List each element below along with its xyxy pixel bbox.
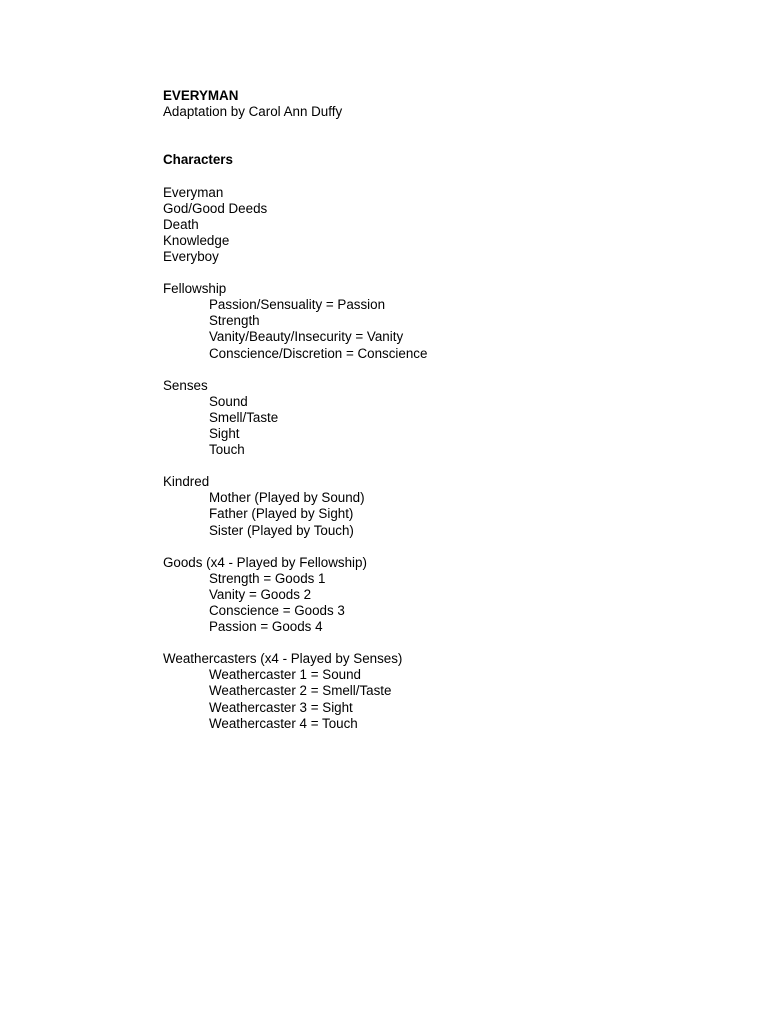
document-body xyxy=(163,88,723,732)
group-member: Father (Played by Sight) xyxy=(209,506,354,522)
group-member: Passion = Goods 4 xyxy=(209,619,323,635)
character-item: Knowledge xyxy=(163,232,230,248)
group-goods xyxy=(163,555,723,635)
spacer xyxy=(163,120,723,152)
group-name: Kindred xyxy=(163,474,210,490)
character-item: Everyman xyxy=(163,184,224,200)
group-name: Weathercasters (x4 - Played by Senses) xyxy=(163,651,403,667)
group-member: Passion/Sensuality = Passion xyxy=(209,297,386,313)
group-member: Weathercaster 2 = Smell/Taste xyxy=(209,683,392,699)
group-name: Senses xyxy=(163,377,208,393)
group-member: Vanity = Goods 2 xyxy=(209,586,312,602)
spacer xyxy=(163,265,723,281)
spacer xyxy=(163,168,723,184)
document-subtitle: Adaptation by Carol Ann Duffy xyxy=(163,104,343,120)
group-member: Conscience/Discretion = Conscience xyxy=(209,345,428,361)
group-fellowship xyxy=(163,281,723,361)
spacer xyxy=(163,362,723,378)
group-senses xyxy=(163,378,723,458)
group-member: Mother (Played by Sound) xyxy=(209,490,365,506)
spacer xyxy=(163,635,723,651)
spacer xyxy=(163,539,723,555)
group-member: Sight xyxy=(209,425,240,441)
group-member: Strength xyxy=(209,313,260,329)
characters-heading: Characters xyxy=(163,152,233,168)
group-kindred xyxy=(163,474,723,538)
group-name: Goods (x4 - Played by Fellowship) xyxy=(163,554,367,570)
group-member: Vanity/Beauty/Insecurity = Vanity xyxy=(209,329,404,345)
principal-characters-list xyxy=(163,185,723,265)
group-weathercasters xyxy=(163,651,723,731)
group-member: Strength = Goods 1 xyxy=(209,570,326,586)
group-member: Weathercaster 1 = Sound xyxy=(209,667,361,683)
group-member: Sister (Played by Touch) xyxy=(209,522,354,538)
group-name: Fellowship xyxy=(163,281,227,297)
group-member: Weathercaster 4 = Touch xyxy=(209,715,358,731)
group-member: Smell/Taste xyxy=(209,409,279,425)
group-member: Sound xyxy=(209,393,248,409)
group-member: Conscience = Goods 3 xyxy=(209,603,345,618)
character-item: God/Good Deeds xyxy=(163,200,268,216)
character-item: Everyboy xyxy=(163,248,219,264)
group-member: Weathercaster 3 = Sight xyxy=(209,699,353,715)
spacer xyxy=(163,458,723,474)
document-title: EVERYMAN xyxy=(163,88,239,103)
group-member: Touch xyxy=(209,442,245,458)
character-item: Death xyxy=(163,216,199,232)
